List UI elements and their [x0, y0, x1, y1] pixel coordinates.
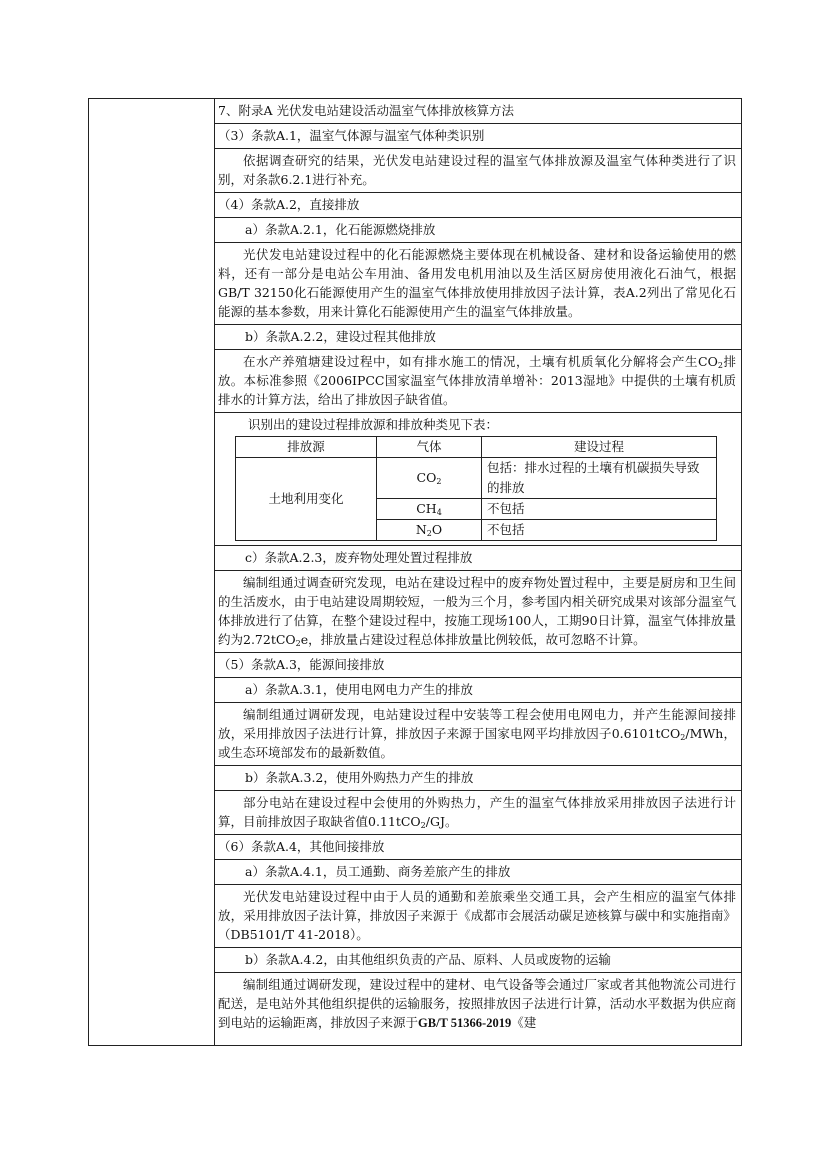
table-header-row: [236, 437, 717, 458]
a1-heading: （3）条款A.1，温室气体源与温室气体种类识别: [218, 128, 485, 143]
gas-subscript: 4: [436, 508, 442, 517]
a32-heading-row: [215, 766, 741, 791]
a32-text-subscript: 2: [420, 821, 426, 830]
a32-heading: b）条款A.3.2，使用外购热力产生的排放: [245, 770, 474, 785]
a31-text-row: [215, 703, 741, 766]
a31-text-part1: 编制组通过调研发现，电站建设过程中安装等工程会使用电网电力，并产生能源间接排放，采用排放因子法进行计算，排放因子来源于国家电网平均排放因子0.6101tCO: [218, 707, 736, 741]
header-gas: 气体: [377, 437, 482, 458]
cell-gas: [377, 520, 482, 541]
a42-text-row: [215, 973, 741, 1036]
a41-text-row: [215, 885, 741, 948]
a31-text-part2: /MWh，或生态环境部发布的最新数值。: [218, 726, 736, 760]
a41-text: 光伏发电站建设过程中由于人员的通勤和差旅乘坐交通工具，会产生相应的温室气体排放，采用排放因子法计算，排放因子来源于《成都市会展活动碳足迹核算与碳中和实施指南》（DB5101/T 41-2018）。: [218, 889, 736, 942]
a22-text-part2: 排放。本标准参照《2006IPCC国家温室气体排放清单增补：2013湿地》中提供的土壤有机质排水的计算方法，给出了排放因子缺省值。: [218, 354, 736, 407]
gas-subscript: 2: [436, 477, 442, 486]
cell-source: 土地利用变化: [236, 458, 377, 541]
a32-text-row: [215, 791, 741, 835]
table-caption: 识别出的建设过程排放源和排放种类见下表：: [248, 417, 499, 432]
a4-heading-row: [215, 835, 741, 860]
a3-heading-row: [215, 653, 741, 678]
a21-heading: a）条款A.2.1，化石能源燃烧排放: [245, 222, 436, 237]
content-column: [215, 99, 741, 1045]
form-table: [88, 98, 742, 1046]
a22-heading: b）条款A.2.2，建设过程其他排放: [245, 329, 436, 344]
table-data-row: [236, 458, 717, 499]
cell-gas: [377, 458, 482, 499]
cell-process: 包括：排水过程的土壤有机碳损失导致的排放: [482, 458, 717, 499]
a23-text-subscript: 2: [295, 639, 301, 648]
gas-subscript: 2: [426, 529, 432, 538]
a3-heading: （5）条款A.3，能源间接排放: [218, 657, 385, 672]
a31-text-subscript: 2: [680, 733, 686, 742]
a42-heading-row: [215, 948, 741, 973]
a23-heading: c）条款A.2.3，废弃物处理处置过程排放: [245, 550, 473, 565]
a32-text-part2: /GJ。: [425, 814, 458, 829]
a2-heading: （4）条款A.2，直接排放: [218, 197, 360, 212]
a2-heading-row: [215, 193, 741, 218]
a32-text-part1: 部分电站在建设过程中会使用的外购热力，产生的温室气体排放采用排放因子法进行计算，目前排放因子取缺省值0.11tCO: [218, 795, 736, 829]
cell-process: 不包括: [482, 499, 717, 520]
a42-heading: b）条款A.4.2，由其他组织负责的产品、原料、人员或废物的运输: [245, 952, 611, 967]
appendix-title-row: [215, 99, 741, 124]
a1-text: 依据调查研究的结果，光伏发电站建设过程的温室气体排放源及温室气体种类进行了识别，对条款6.2.1进行补充。: [218, 153, 736, 187]
appendix-title: 7、附录A 光伏发电站建设活动温室气体排放核算方法: [218, 103, 514, 118]
a21-heading-row: [215, 218, 741, 243]
a22-text-row: [215, 350, 741, 413]
a4-heading: （6）条款A.4，其他间接排放: [218, 839, 385, 854]
a21-text: 光伏发电站建设过程中的化石能源燃烧主要体现在机械设备、建材和设备运输使用的燃料，还有一部分是电站公车用油、备用发电机用油以及生活区厨房使用液化石油气，根据GB/T 32150化石能源使用产生的温室气体排放使用排放因子法计算，表A.2列出了常见化石能源的基本参数，用来计算化石能源使用产生的温室气体排放量。: [218, 247, 736, 319]
a22-heading-row: [215, 325, 741, 350]
gas-formula: N: [415, 522, 427, 537]
cell-gas: [377, 499, 482, 520]
a22-text-part1: 在水产养殖塘建设过程中，如有排水施工的情况，土壤有机质氧化分解将会产生CO: [243, 354, 718, 369]
emission-source-table: [235, 436, 717, 541]
a23-text-part1: 编制组通过调查研究发现，电站在建设过程中的废弃物处置过程中，主要是厨房和卫生间的生活废水，由于电站建设周期较短，一般为三个月，参考国内相关研究成果对该部分温室气体排放进行了估算，在整个建设过程中，按施工现场100人，工期90日计算，温室气体排放量约为2.72tCO: [218, 575, 736, 647]
a42-text-part1: 编制组通过调研发现，建设过程中的建材、电气设备等会通过厂家或者其他物流公司进行配送，是电站外其他组织提供的运输服务，按照排放因子法进行计算，活动水平数据为供应商到电站的运输距离，排放因子来源于: [218, 977, 736, 1030]
table-row: [215, 413, 741, 546]
a23-text-row: [215, 571, 741, 653]
a41-heading-row: [215, 860, 741, 885]
a23-text-part2: e，排放量占建设过程总体排放量比例较低，故可忽略不计算。: [300, 632, 646, 647]
a41-heading: a）条款A.4.1，员工通勤、商务差旅产生的排放: [245, 864, 511, 879]
cell-process: 不包括: [482, 520, 717, 541]
a22-text-subscript: 2: [717, 361, 723, 370]
a42-text-part2: 《建: [511, 1015, 537, 1030]
a23-heading-row: [215, 546, 741, 571]
a1-text-row: [215, 149, 741, 193]
a31-heading-row: [215, 678, 741, 703]
gas-formula-tail: O: [431, 522, 443, 537]
a21-text-row: [215, 243, 741, 325]
a1-heading-row: [215, 124, 741, 149]
header-source: 排放源: [236, 437, 377, 458]
header-process: 建设过程: [482, 437, 717, 458]
gas-formula: CO: [416, 470, 437, 485]
a31-heading: a）条款A.3.1，使用电网电力产生的排放: [245, 682, 473, 697]
a42-standard-code: GB/T 51366-2019: [418, 1016, 512, 1030]
gas-formula: CH: [416, 501, 437, 516]
